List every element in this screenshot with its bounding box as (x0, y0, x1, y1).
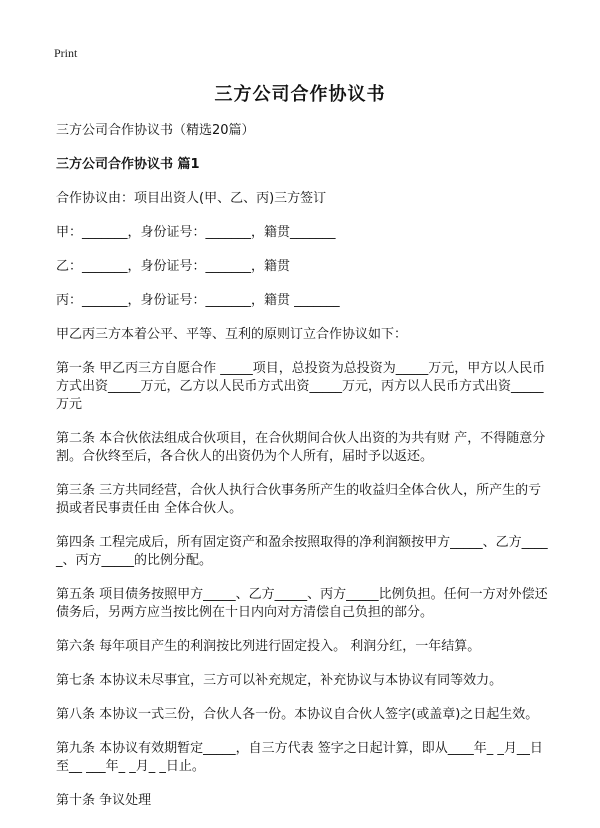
article-9: 第九条 本协议有效期暂定_____，自三方代表 签字之日起计算，即从____年_ _月__日至__ ___年_ _月_ _日止。 (56, 741, 543, 774)
article-1: 第一条 甲乙丙三方自愿合作 _____项目，总投资为总投资为_____万元，甲方以人民币方式出资_____万元，乙方以人民币方式出资_____万元，丙方以人民币方式出资_____万元 (56, 361, 546, 412)
paragraph-party-b: 乙：_______，身份证号：_______，籍贯 (56, 259, 291, 274)
article-3: 第三条 三方共同经营，合伙人执行合伙事务所产生的收益归全体合伙人，所产生的亏损或者民事责任由 全体合伙人。 (56, 483, 542, 516)
subtitle: 三方公司合作协议书（精选20篇） (56, 123, 255, 138)
paragraph-party-a: 甲：_______，身份证号：_______，籍贯_______ (56, 225, 336, 240)
paragraph-principles: 甲乙丙三方本着公平、平等、互利的原则订立合作协议如下： (56, 327, 408, 342)
article-7: 第七条 本协议未尽事宜，三方可以补充规定，补充协议与本协议有同等效力。 (56, 673, 503, 688)
section-heading: 三方公司合作协议书 篇1 (56, 157, 200, 172)
article-6: 第六条 每年项目产生的利润按比列进行固定投入。 利润分红，一年结算。 (56, 639, 481, 654)
document-body (56, 122, 552, 826)
article-2: 第二条 本合伙依法组成合伙项目，在合伙期间合伙人出资的为共有财 产，不得随意分割。合伙终至后，各合伙人的出资仍为个人所有，届时予以返还。 (56, 431, 546, 464)
print-link[interactable]: Print (54, 46, 78, 60)
paragraph-intro: 合作协议由：项目出资人(甲、乙、丙)三方签订 (56, 191, 327, 206)
article-10: 第十条 争议处理 (56, 793, 152, 808)
paragraph-party-c: 丙：_______，身份证号：_______，籍贯 _______ (56, 293, 340, 308)
article-4: 第四条 工程完成后，所有固定资产和盈余按照取得的净利润额按甲方_____、乙方_____、丙方_____的比例分配。 (56, 535, 548, 568)
article-8: 第八条 本协议一式三份，合伙人各一份。本协议自合伙人签字(或盖章)之日起生效。 (56, 707, 539, 722)
document-title: 三方公司合作协议书 (214, 84, 386, 105)
article-5: 第五条 项目债务按照甲方_____、乙方_____、丙方_____比例负担。任何一方对外偿还债务后，另两方应当按比例在十日内向对方清偿自己负担的部分。 (56, 587, 548, 620)
